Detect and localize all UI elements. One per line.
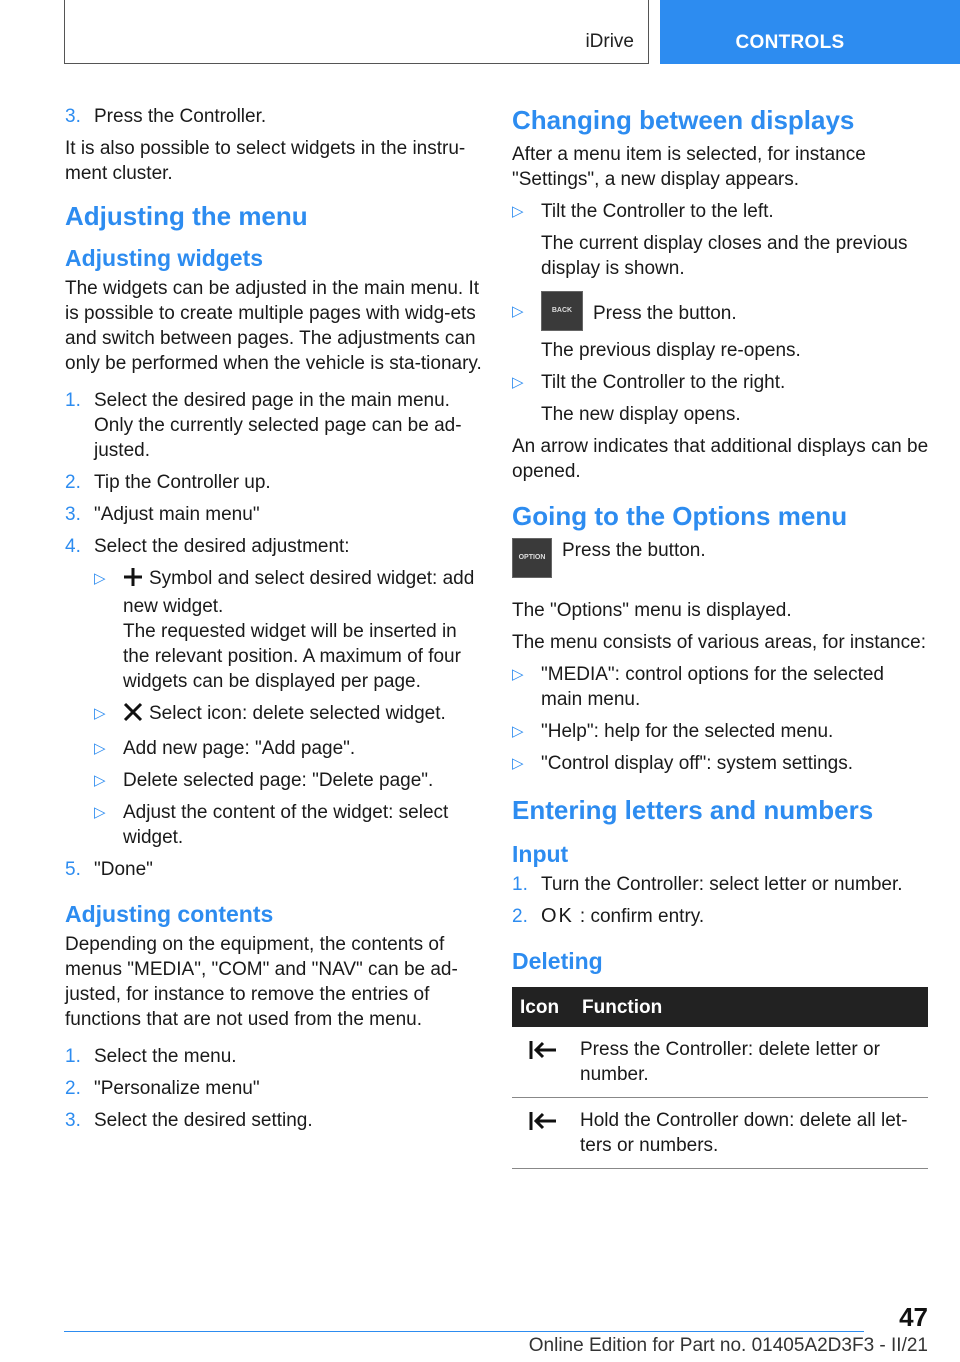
heading-entering-letters: Entering letters and numbers [512, 795, 874, 825]
triangle-bullet-icon: ▷ [512, 374, 524, 391]
table-row: Press the Controller: delete letter or number. [512, 1027, 928, 1098]
list-item: 2. OK : confirm entry. [512, 905, 705, 927]
triangle-bullet-icon: ▷ [512, 203, 524, 220]
table-row: Hold the Controller down: delete all let-ters or numbers. [512, 1098, 928, 1169]
paragraph: The menu consists of various areas, for instance: [512, 632, 926, 653]
triangle-bullet-icon: ▷ [512, 723, 524, 740]
plus-icon [123, 567, 143, 594]
heading-adjusting-contents: Adjusting contents [65, 901, 274, 927]
backspace-icon [512, 1098, 574, 1169]
sub-item: ▷ Tilt the Controller to the right. [512, 372, 786, 393]
delete-table [512, 987, 928, 1169]
heading-adjusting-menu: Adjusting the menu [65, 201, 308, 231]
triangle-bullet-icon: ▷ [512, 666, 524, 683]
sub-item: ▷ Adjust the content of the widget: select widget. [94, 802, 449, 848]
back-button-icon: BACK [541, 291, 583, 331]
paragraph: Depending on the equipment, the contents of menus "MEDIA", "COM" and "NAV" can be ad-justed, for instance to remove the entries of functions that are not used from the menu. [65, 934, 458, 1030]
ok-icon: OK [541, 905, 574, 927]
close-icon [123, 702, 143, 729]
triangle-bullet-icon: ▷ [512, 755, 524, 772]
list-item: 5. "Done" [65, 859, 153, 880]
header-tab-label: CONTROLS [735, 32, 845, 53]
heading-deleting: Deleting [512, 948, 603, 974]
triangle-bullet-icon: ▷ [94, 705, 106, 722]
list-item: 2. Tip the Controller up. [65, 472, 271, 493]
sub-item: ▷ BACK Press the button. [512, 291, 930, 331]
sub-item: ▷ Tilt the Controller to the left. [512, 201, 774, 222]
footer-edition: Online Edition for Part no. 01405A2D3F3 - II/21 [528, 1335, 928, 1356]
heading-options-menu: Going to the Options menu [512, 501, 848, 531]
backspace-icon [512, 1027, 574, 1098]
heading-adjusting-widgets: Adjusting widgets [65, 245, 264, 271]
options-row: OPTION Press the button. [512, 538, 930, 578]
sub-item: ▷ Select icon: delete selected widget. [94, 701, 485, 729]
paragraph: After a menu item is selected, for instance "Settings", a new display appears. [512, 144, 866, 190]
heading-changing-displays: Changing between displays [512, 105, 855, 135]
right-column: Changing between displays After a menu item is selected, for instance "Settings", a new display appears. ▷ Tilt the Controller to the left. The current display closes and the previous display is shown. ▷ BACK Press the button. The previous display re-opens. ▷ Tilt the Controller to the right. The new display opens. An arrow indicates that additional displays can be opened. Going to the Options menu OPTION Press the button. The "Options" menu is displayed. The menu consists of various areas, for instance: ▷ "MEDIA": control options for the selected main menu. ▷ "Help": help for the selected menu. ▷ "Control display off": system settings. Entering letters and numbers Input 1. Turn the Controller: select letter or number. 2. OK : confirm entry. Deleting Icon Function Press the Controller: delete letter or number. Hold the Controller down: delete all let-ters or numbers. [512, 104, 930, 1169]
paragraph: It is also possible to select widgets in the instru-ment cluster. [65, 138, 466, 184]
left-column: 3. Press the Controller. It is also possible to select widgets in the instru-ment cluster. Adjusting the menu Adjusting widgets The widgets can be adjusted in the main menu. It is possible to create multiple pages with widg-ets and switch between pages. The adjustments can only be performed when the vehicle is sta-tionary. 1. Select the desired page in the main menu. Only the currently selected page can be ad-justed. 2. Tip the Controller up. 3. "Adjust main menu" 4. Select the desired adjustment: ▷ Symbol and select desired widget: add new widget. The requested widget will be inserted in the relevant position. A maximum of four widgets can be displayed per page. ▷ Select icon: delete selected widget. ▷ Add new page: "Add page". ▷ Delete selected page: "Delete page". ▷ Adjust the content of the widget: select widget. 5. "Done" Adjusting contents Depending on the equipment, the contents of menus "MEDIA", "COM" and "NAV" can be ad-justed, for instance to remove the entries of functions that are not used from the menu. 1. Select the menu. 2. "Personalize menu" 3. Select the desired setting. [65, 104, 485, 1140]
sub-item: ▷ Add new page: "Add page". [94, 738, 356, 759]
sub-item: ▷ "Control display off": system settings. [512, 753, 853, 774]
page-number: 47 [899, 1302, 928, 1332]
triangle-bullet-icon: ▷ [94, 772, 106, 789]
triangle-bullet-icon: ▷ [94, 804, 106, 821]
footer-divider [64, 1331, 864, 1332]
paragraph: The "Options" menu is displayed. [512, 600, 792, 621]
sub-item: ▷ "MEDIA": control options for the selected main menu. [512, 664, 884, 710]
list-item: 3. Press the Controller. [65, 106, 267, 127]
list-item: 1. Select the desired page in the main menu. Only the currently selected page can be ad-justed. [65, 390, 462, 461]
list-item: 1. Turn the Controller: select letter or number. [512, 874, 903, 895]
table-header-function: Function [574, 987, 928, 1027]
header-tab [660, 0, 960, 64]
triangle-bullet-icon: ▷ [512, 303, 524, 320]
triangle-bullet-icon: ▷ [94, 740, 106, 757]
table-header-icon: Icon [512, 987, 574, 1027]
list-item: 3. "Adjust main menu" [65, 504, 260, 525]
header-section: iDrive [585, 31, 634, 52]
paragraph: The widgets can be adjusted in the main menu. It is possible to create multiple pages with widg-ets and switch between pages. The adjustments can only be performed when the vehicle is sta-tionary. [65, 278, 482, 374]
header-section-box [64, 0, 649, 64]
list-item: 2. "Personalize menu" [65, 1078, 260, 1099]
list-item: 1. Select the menu. [65, 1046, 237, 1067]
sub-item: ▷ Delete selected page: "Delete page". [94, 770, 434, 791]
heading-input: Input [512, 841, 569, 867]
option-button-icon: OPTION [512, 538, 552, 578]
sub-item: ▷ "Help": help for the selected menu. [512, 721, 834, 742]
sub-item: ▷ Symbol and select desired widget: add new widget. [94, 568, 475, 617]
list-item: 3. Select the desired setting. [65, 1110, 313, 1131]
triangle-bullet-icon: ▷ [94, 570, 106, 587]
paragraph: An arrow indicates that additional displays can be opened. [512, 436, 929, 482]
list-item: 4. Select the desired adjustment: [65, 536, 350, 557]
